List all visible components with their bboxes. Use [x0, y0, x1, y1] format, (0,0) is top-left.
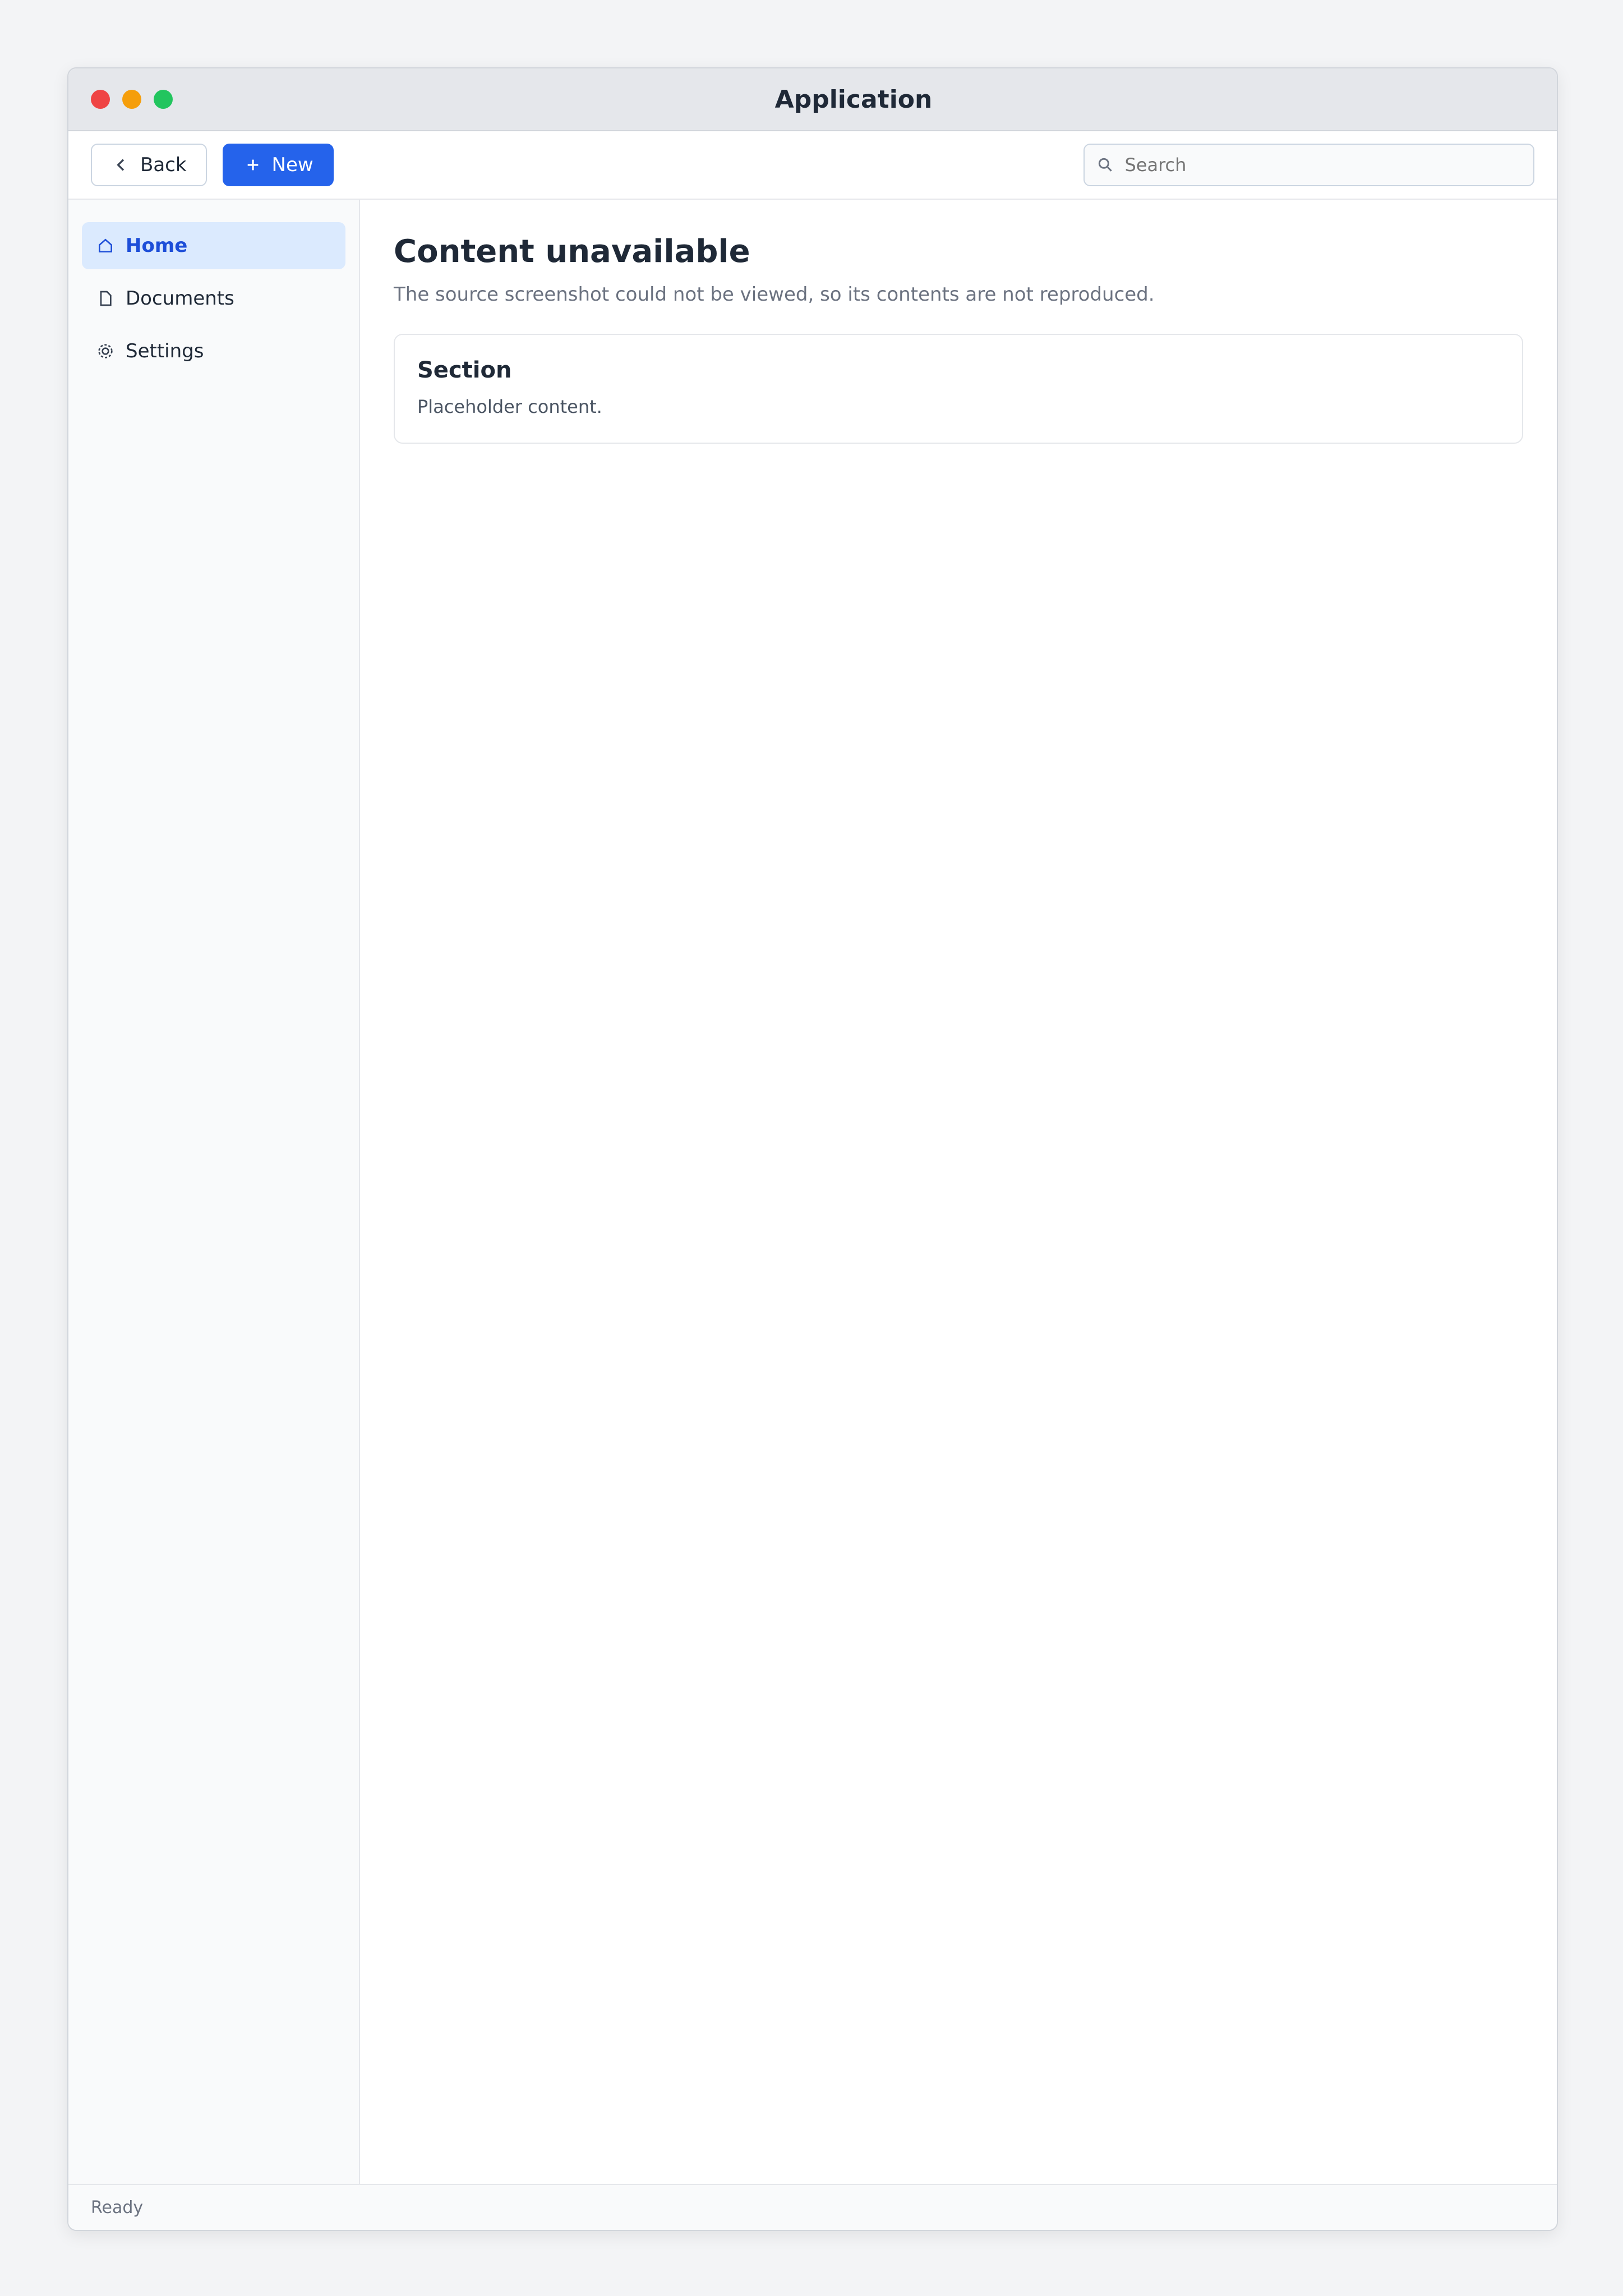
search-box[interactable] [1083, 144, 1534, 186]
close-window-button[interactable] [91, 90, 110, 109]
sidebar-item-label: Documents [126, 287, 234, 310]
sidebar-item-home[interactable] [82, 222, 345, 269]
sidebar-item-label: Settings [126, 340, 204, 362]
window-title: Application [774, 85, 933, 114]
sidebar-item-settings[interactable] [82, 328, 345, 375]
gear-icon [95, 341, 116, 361]
home-icon [95, 236, 116, 256]
page-subtitle: The source screenshot could not be viewed, so its contents are not reproduced. [394, 283, 1155, 306]
page-title: Content unavailable [394, 233, 750, 270]
plus-icon [243, 155, 263, 175]
maximize-window-button[interactable] [154, 90, 173, 109]
window-controls [91, 90, 173, 109]
arrow-left-icon [111, 155, 131, 175]
content-card [394, 334, 1523, 444]
back-button[interactable] [91, 144, 207, 186]
minimize-window-button[interactable] [122, 90, 141, 109]
card-title: Section [417, 357, 512, 383]
title-bar [68, 68, 1557, 131]
new-button-label: New [271, 154, 313, 176]
status-bar [68, 2184, 1557, 2230]
new-button[interactable] [223, 144, 334, 186]
sidebar-item-documents[interactable] [82, 275, 345, 322]
sidebar [68, 200, 360, 2184]
document-icon [95, 288, 116, 309]
content-panel [360, 200, 1557, 2184]
main-area [68, 200, 1557, 2184]
sidebar-item-label: Home [126, 234, 188, 257]
back-button-label: Back [140, 154, 187, 176]
toolbar [68, 131, 1557, 200]
card-body: Placeholder content. [417, 396, 602, 417]
status-text: Ready [91, 2197, 144, 2217]
app-window [67, 67, 1558, 2231]
search-icon [1096, 155, 1114, 175]
search-input[interactable] [1123, 154, 1522, 176]
